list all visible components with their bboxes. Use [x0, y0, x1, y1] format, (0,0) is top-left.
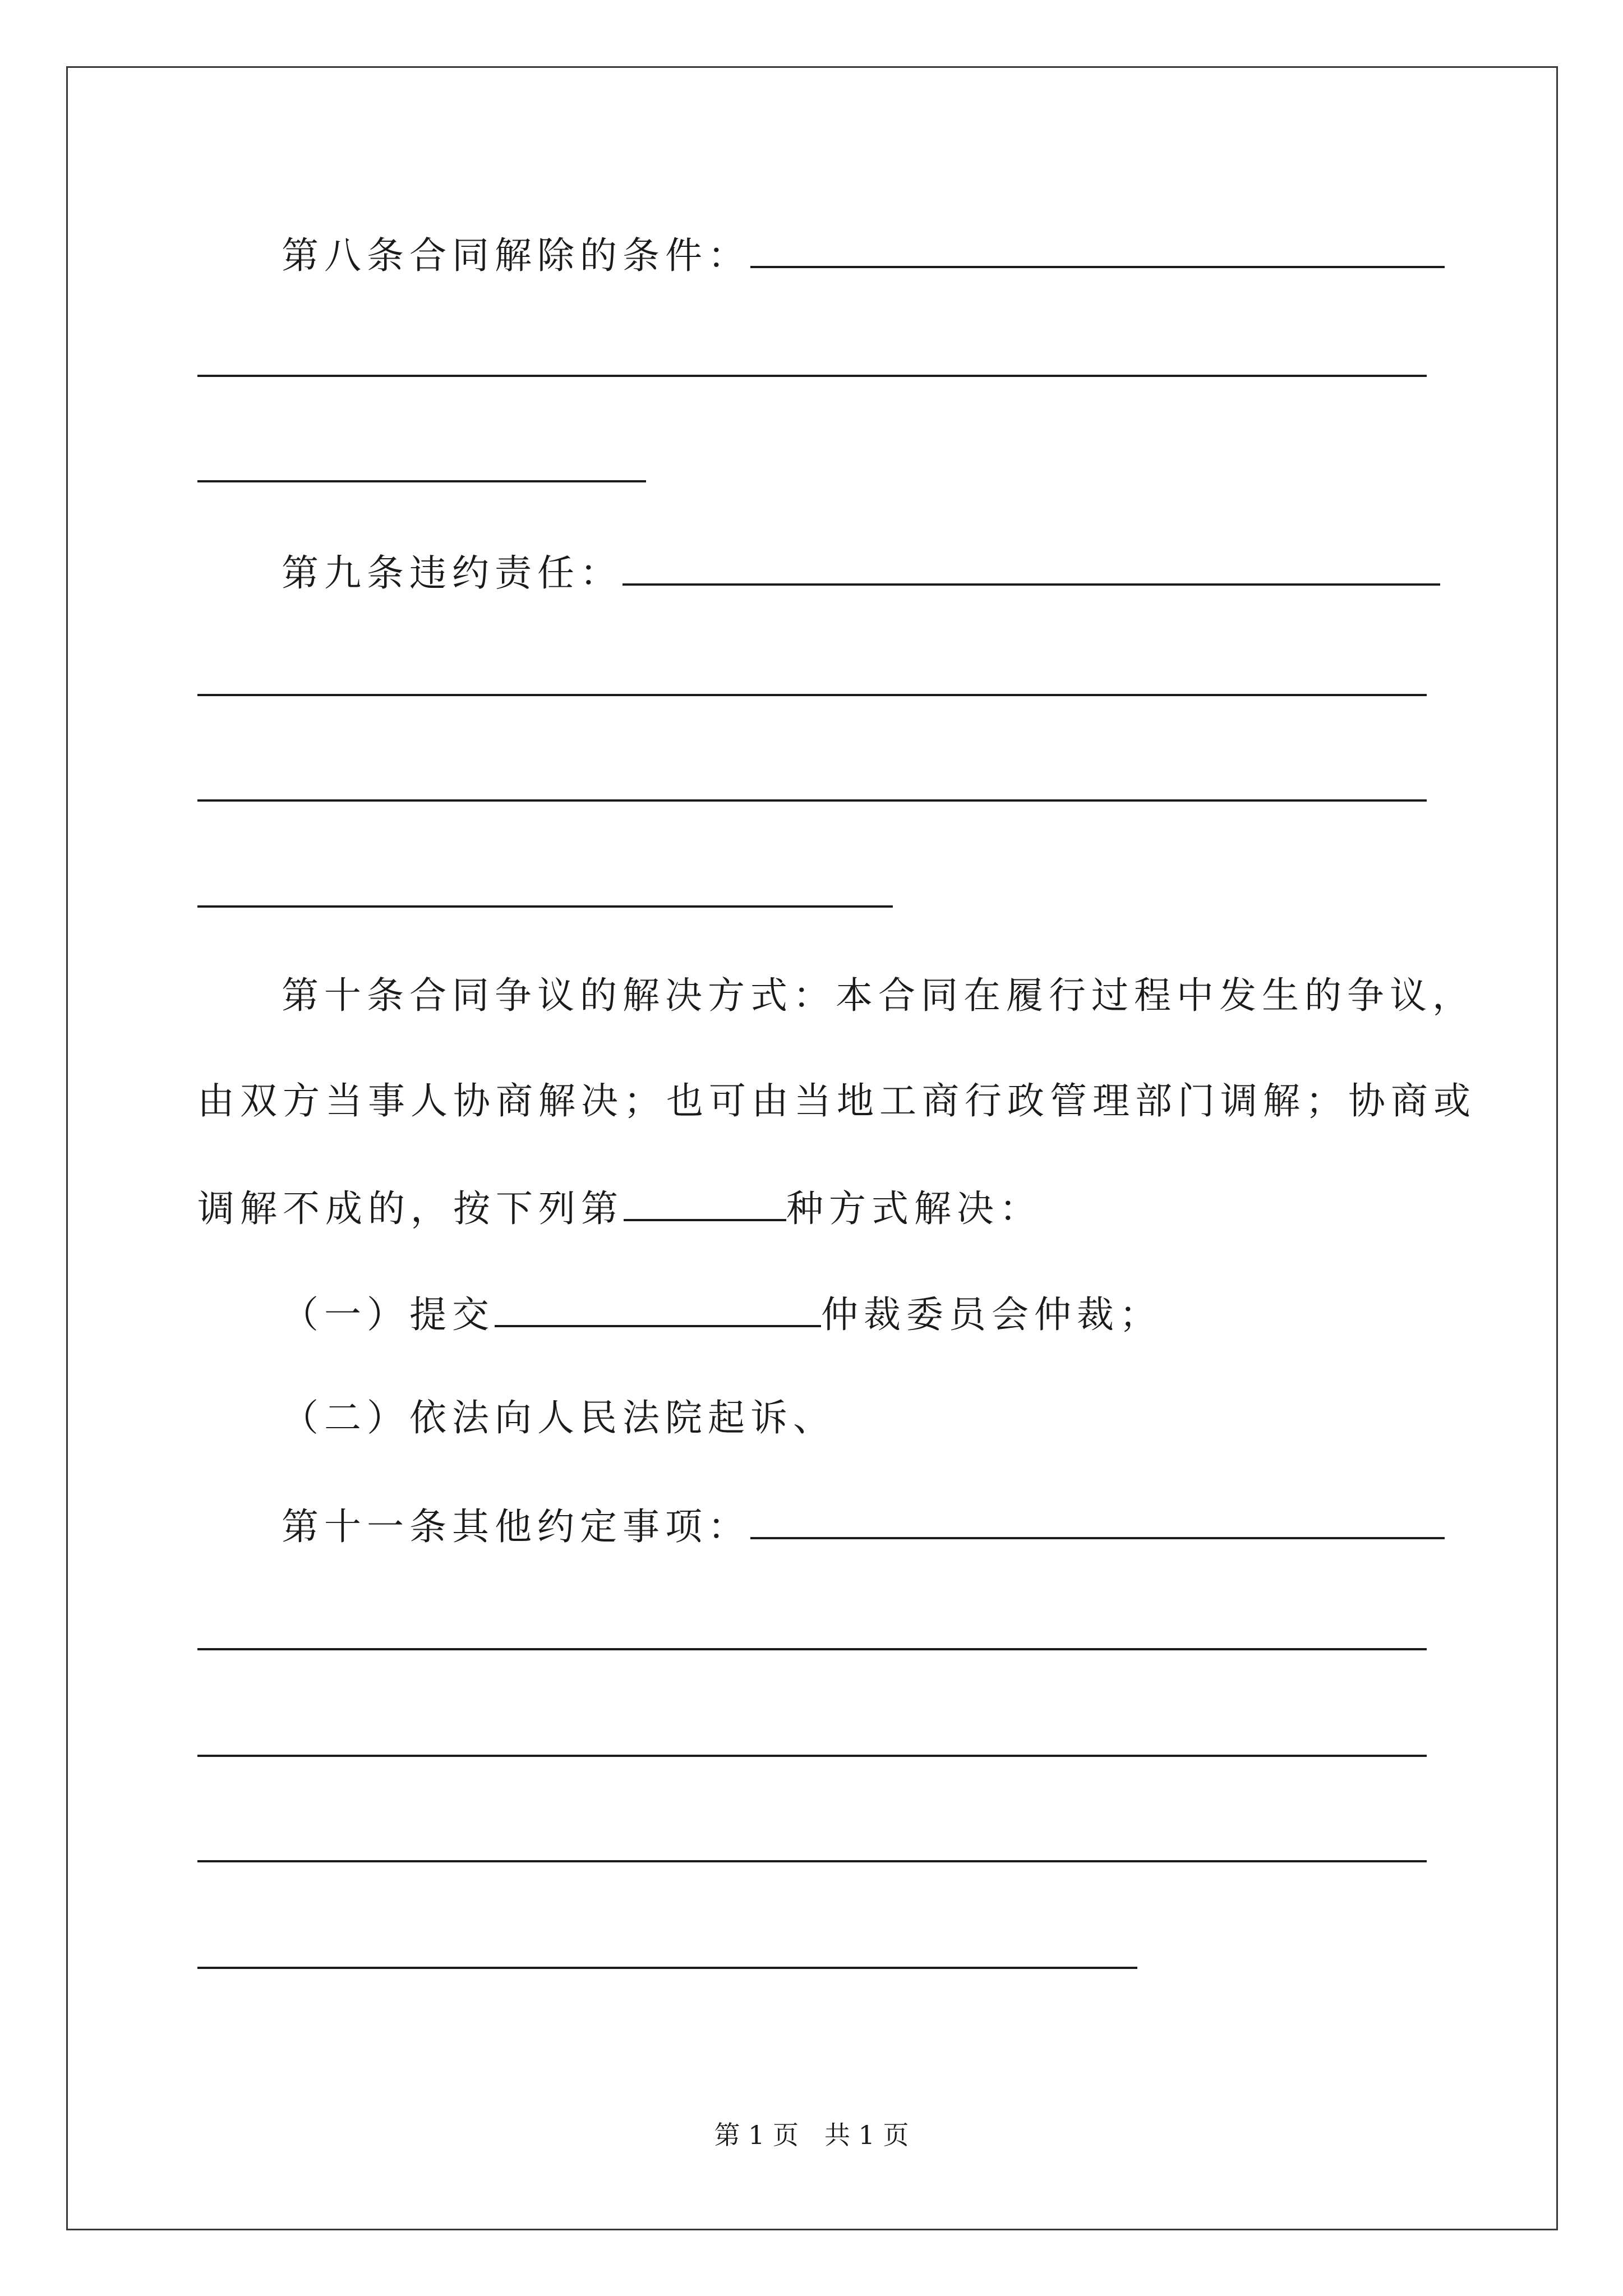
- article-9-blank-line-4[interactable]: [197, 905, 893, 908]
- article-8-blank[interactable]: [750, 231, 1445, 268]
- article-10-option-1-post: 仲裁委员会仲裁；: [821, 1293, 1162, 1336]
- article-9-label: 第九条违约责任：: [282, 551, 623, 595]
- article-9-blank-line-2[interactable]: [197, 694, 1427, 696]
- article-11-blank[interactable]: [750, 1502, 1445, 1539]
- article-10-line-1: 第十条合同争议的解决方式：本合同在履行过程中发生的争议，: [282, 974, 1475, 1017]
- article-8-blank-line-3[interactable]: [197, 480, 646, 482]
- article-10-option-1-pre: （一）提交: [282, 1293, 495, 1336]
- article-8-line: [282, 231, 1445, 276]
- article-10-line-3-pre: 调解不成的，按下列第: [197, 1187, 624, 1230]
- article-10-method-blank[interactable]: [624, 1184, 786, 1221]
- article-10-option-1: [282, 1290, 1162, 1335]
- article-10-line-3: [197, 1184, 1042, 1229]
- article-11-label: 第十一条其他约定事项：: [282, 1505, 750, 1548]
- article-11-blank-line-3[interactable]: [197, 1755, 1427, 1757]
- article-11-blank-line-5[interactable]: [197, 1967, 1137, 1969]
- page-border: [66, 66, 1558, 2230]
- article-8-blank-line-2[interactable]: [197, 375, 1427, 377]
- article-11-line: [282, 1502, 1445, 1547]
- page-footer: 第 1 页 共 1 页: [714, 2120, 909, 2150]
- article-11-blank-line-4[interactable]: [197, 1860, 1427, 1862]
- article-8-label: 第八条合同解除的条件：: [282, 234, 750, 277]
- article-10-line-3-post: 种方式解决：: [786, 1187, 1042, 1230]
- article-9-blank[interactable]: [623, 549, 1440, 586]
- article-9-line: [282, 549, 1440, 593]
- article-9-blank-line-3[interactable]: [197, 799, 1427, 802]
- article-11-blank-line-2[interactable]: [197, 1648, 1427, 1650]
- arbitration-committee-blank[interactable]: [495, 1290, 821, 1327]
- article-10-line-2: 由双方当事人协商解决；也可由当地工商行政管理部门调解；协商或: [197, 1079, 1476, 1122]
- article-10-option-2: （二）依法向人民法院起诉、: [282, 1396, 836, 1439]
